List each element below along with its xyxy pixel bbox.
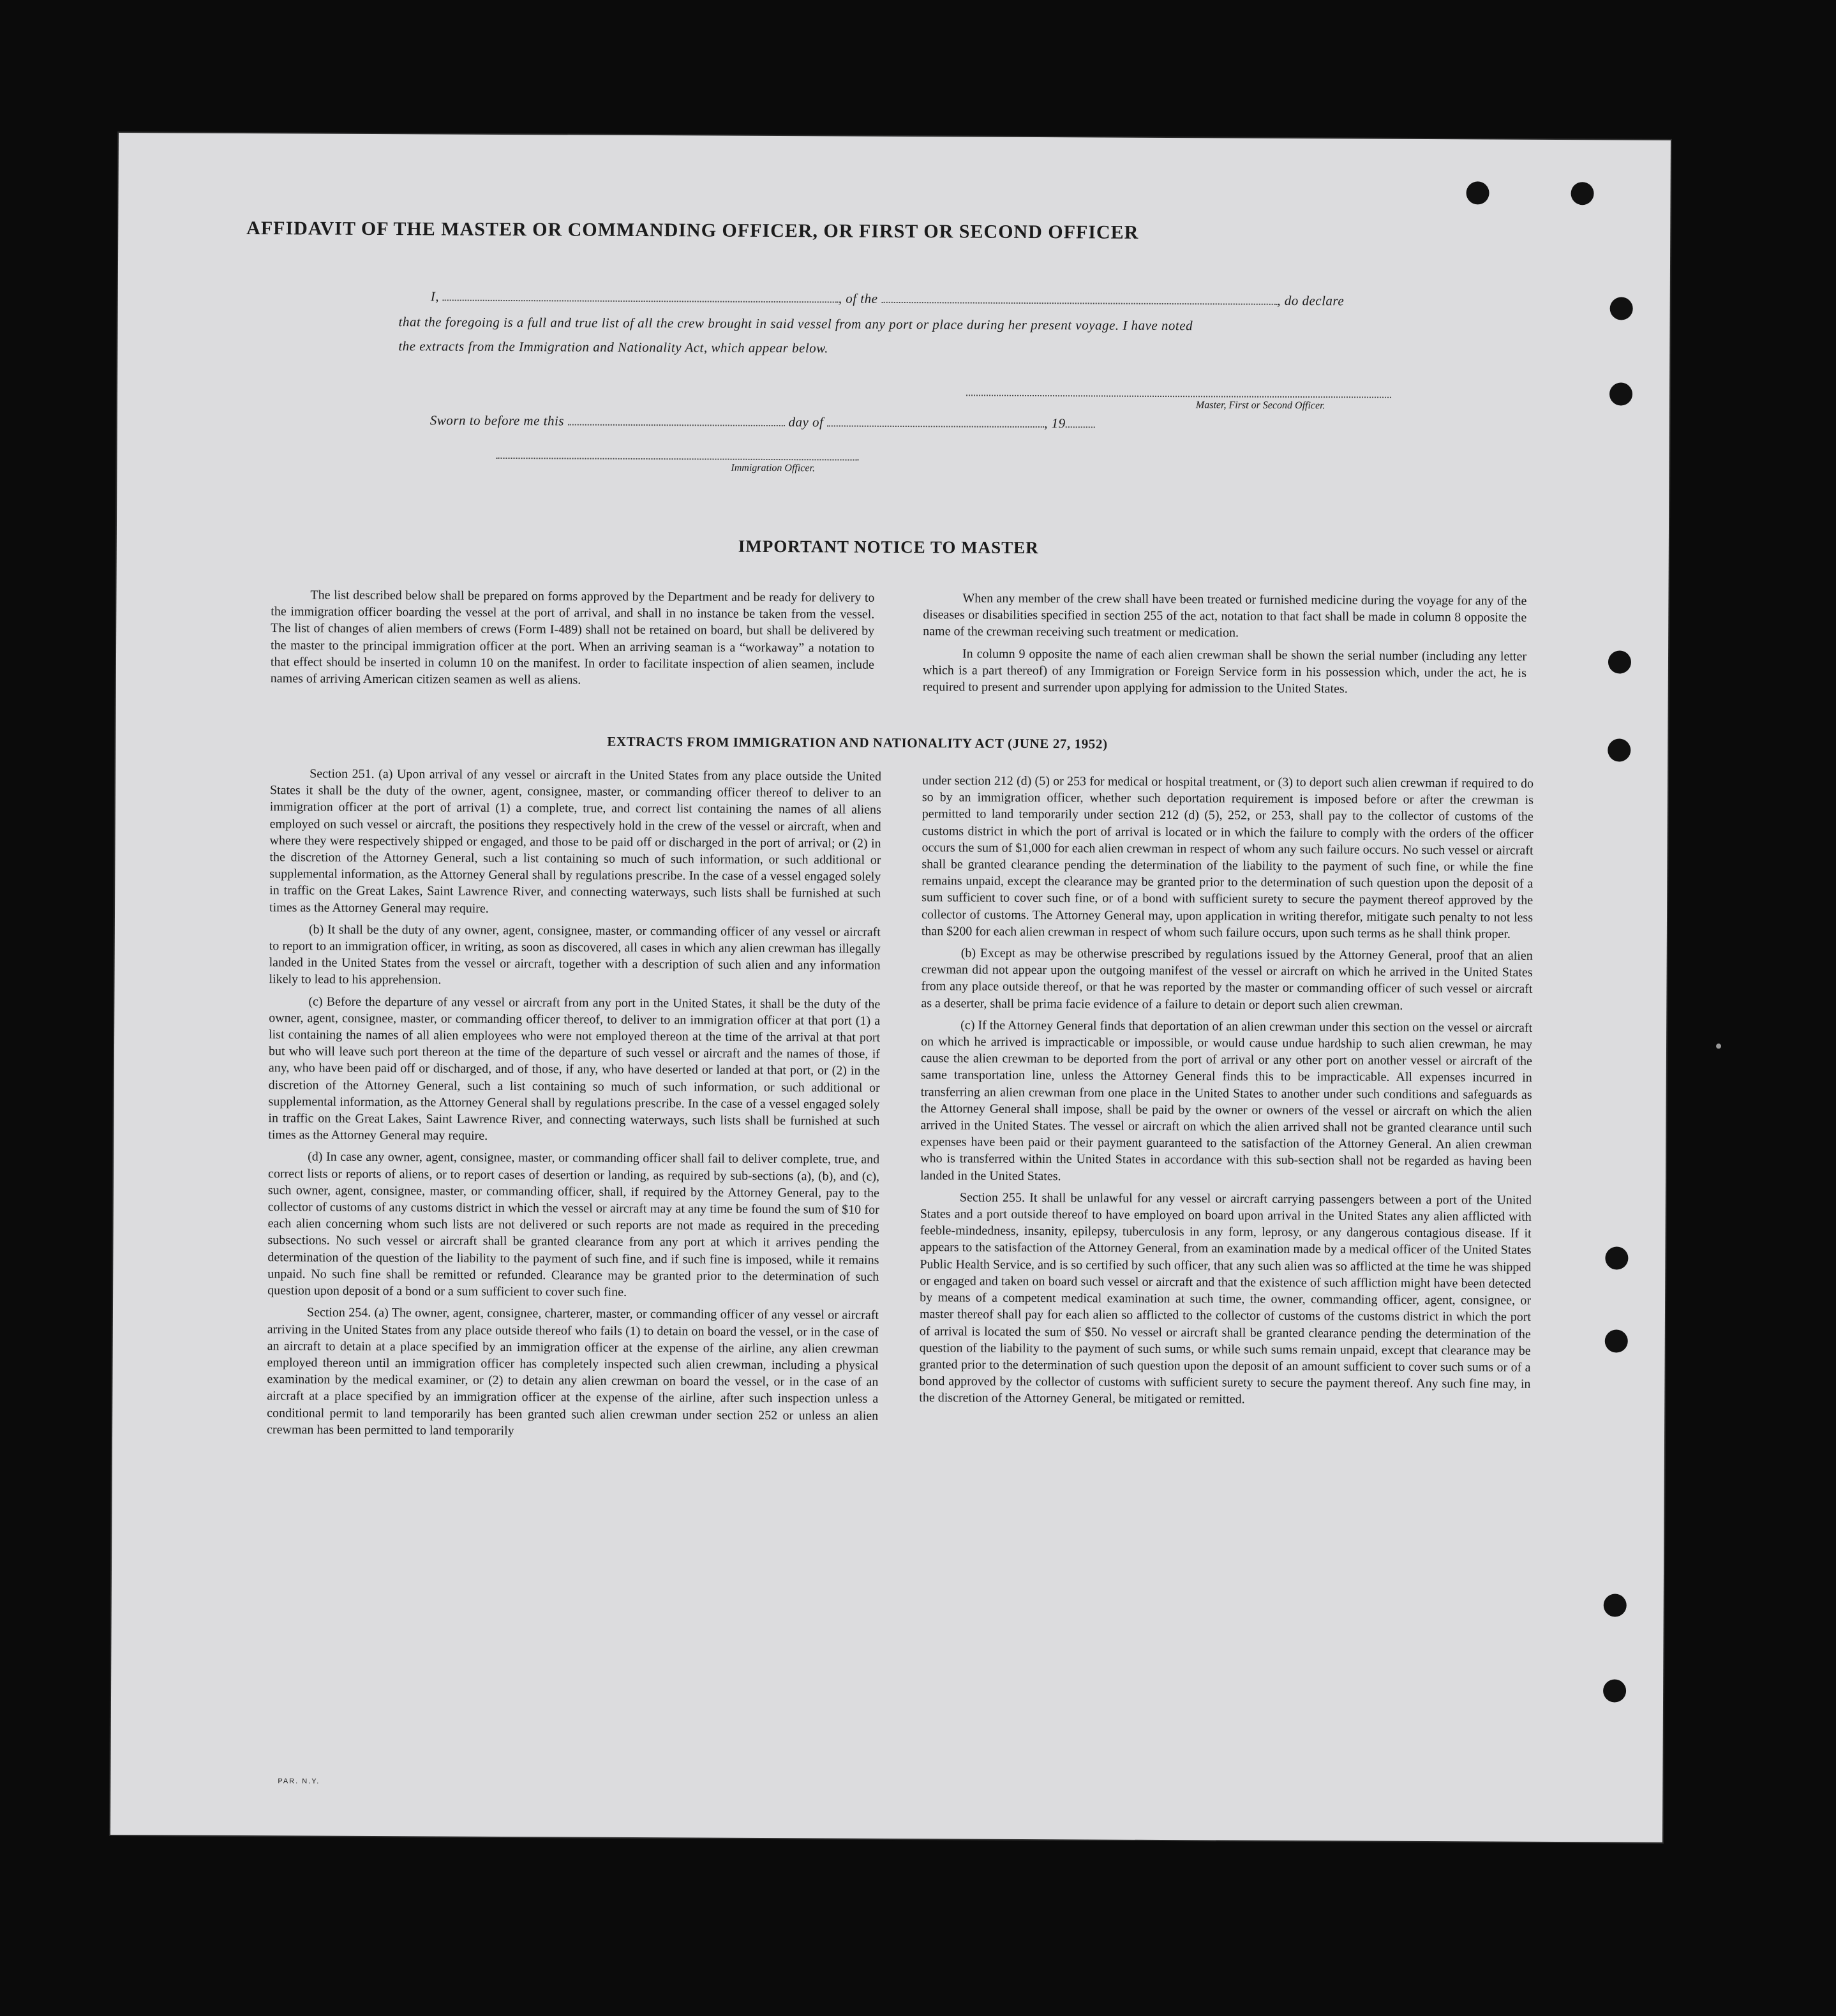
sworn-year-field[interactable] [1066, 426, 1095, 428]
master-signature-line[interactable] [966, 394, 1391, 398]
punch-hole [1605, 1329, 1628, 1352]
punch-hole [1571, 182, 1593, 205]
day-of-label: day of [788, 414, 824, 430]
section-254-b: (b) Except as may be otherwise prescribed by regulations issued by the Attorney General, proof that an alien crewman did not appear upon the outgoing manifest of the vessel or aircraft on which he arrived in the United States from any place outside thereof, or that he was reported by the master or commanding officer of such vessel or aircraft as a deserter, shall be prima facie evidence of a failure to detain or deport such alien crewman. [921, 946, 1533, 1013]
affidavit-line-2: that the foregoing is a full and true list of all the crew brought in said vessel from any port or place during her present voyage. I have noted [398, 314, 1193, 334]
declarant-name-field[interactable] [443, 299, 839, 302]
section-255: Section 255. It shall be unlawful for any vessel or aircraft carrying passengers between a port of the United States and a port outside thereof to have employed on board upon arrival in the United States any alien afflicted with feeble-mindedness, insanity, epilepsy, tuberculosis in any form, leprosy, or any dangerous contagious disease. If it appears to the satisfaction of the Attorney General, from an examination made by a medical officer of the United States Public Health Service, and is so certified by such officer, that any such alien was so afflicted at the time he was shipped or engaged and taken on board such vessel or aircraft and that the existence of such affliction might have been detected by means of a competent medical examination at such time, the owner, commanding officer, agent, consignee, or master thereof shall pay for each alien so afflicted to the collector of customs of the customs district in which the port of arrival is located the sum of $50. No vessel or aircraft shall be granted clearance pending the determination of the question of the liability to the payment of such sums, or while such sums remain unpaid, except that clearance may be granted prior to the determination of such question upon the deposit of an amount sufficient to cover such sums or of a bond approved by the collector of customs with sufficient surety to secure the payment thereof. Any such fine may, in the discretion of the Attorney General, be mitigated or remitted. [919, 1190, 1532, 1407]
vessel-label: , of the [838, 290, 878, 306]
section-251-b: (b) It shall be the duty of any owner, agent, consignee, master, or commanding officer of any vessel or aircraft to report to an immigration officer, in writing, as soon as discovered, all cases in which any alien crewman has illegally landed in the United States from the vessel or aircraft, together with a description of such alien and any information likely to lead to his apprehension. [269, 922, 881, 987]
notice-right-paragraph-2: In column 9 opposite the name of each alien crewman shall be shown the serial number (including any letter which is a part thereof) of any Immigration or Foreign Service form in his possession which, under the act, he is required to present and surrender upon applying for admission to the United States. [922, 646, 1527, 696]
section-254-a-continued: under section 212 (d) (5) or 253 for medical or hospital treatment, or (3) to deport such alien crewman if required to do so by an immigration officer, whether such deportation requirement is imposed before or after the crewman is permitted to land temporarily under section 212 (d) (5), 252, or 253, shall pay to the collector of customs of the customs district in which the port of arrival is located or in which the failure to comply with the orders of the officer occurs the sum of $1,000 for each alien crewman in respect of whom any such failure occurs. No such vessel or aircraft shall be granted clearance pending the determination of the liability to the payment of such fine, or while the fine remains unpaid, except the clearance may be granted prior to the determination of such question upon the deposit of a sum sufficient to cover such fine, or of a bond with sufficient surety to secure the payment thereof approved by the collector of customs. The Attorney General may, upon application in writing therefor, mitigate such penalty to not less than $200 for each alien crewman in respect of whom such failure occurs, upon such terms as he shall think proper. [921, 773, 1534, 941]
declarant-label: I, [430, 288, 440, 304]
extracts-left-column [267, 765, 881, 1446]
vessel-name-field[interactable] [881, 301, 1277, 305]
punch-hole [1609, 382, 1632, 405]
year-label: , 19 [1044, 415, 1066, 431]
punch-hole [1608, 650, 1631, 673]
declare-label: , do declare [1277, 292, 1345, 309]
punch-hole [1466, 181, 1489, 204]
extracts-right-column [919, 772, 1534, 1414]
affidavit-line-1 [431, 288, 1345, 309]
sworn-line [430, 412, 1095, 431]
punch-hole [1604, 1594, 1627, 1617]
printer-mark: PAR. N.Y. [278, 1777, 320, 1786]
section-251-a: Section 251. (a) Upon arrival of any vessel or aircraft in the United States from any place outside the United States it shall be the duty of the owner, agent, consignee, master, or commanding officer thereof to deliver to an immigration officer at the port of arrival (1) a complete, true, and correct list containing the names of all aliens employed on such vessel or aircraft, the positions they respectively hold in the crew of the vessel or aircraft, when and where they were respectively shipped or engaged, and those to be paid off or discharged in the port of arrival; or (2) in the discretion of the Attorney General, such a list containing so much of such information, or such additional or supplemental information, as the Attorney General shall by regulations prescribe. In the case of a vessel engaged solely in traffic on the Great Lakes, Saint Lawrence River, and connecting waterways, such lists shall be furnished at such times as the Attorney General may require. [269, 766, 882, 916]
punch-hole [1610, 297, 1633, 320]
sworn-month-field[interactable] [827, 424, 1044, 428]
notice-right-column [923, 590, 1527, 703]
punch-hole [1605, 1246, 1628, 1269]
punch-hole [1608, 738, 1631, 761]
notice-title: IMPORTANT NOTICE TO MASTER [738, 536, 1039, 558]
notice-left-paragraph: The list described below shall be prepared on forms approved by the Department and be ready for delivery to the immigration officer boarding the vessel at the port of arrival, and shall in no instance be taken from the vessel. The list of changes of alien members of crews (Form I-489) shall not be retained on board, but shall be delivered by the master to the principal immigration officer at the port. When an arriving seaman is a “workaway” a notation to that effect should be inserted in column 10 on the manifest. In order to facilitate inspection of alien seamen, include names of arriving American citizen seamen as well as aliens. [270, 588, 875, 687]
extracts-title: EXTRACTS FROM IMMIGRATION AND NATIONALITY ACT (JUNE 27, 1952) [607, 733, 1108, 752]
sworn-label: Sworn to before me this [429, 412, 565, 429]
section-251-c: (c) Before the departure of any vessel or aircraft from any port in the United States, it shall be the duty of the owner, agent, consignee, master, or commanding officer thereof, to deliver to an immigration officer at that port (1) a list containing the names of all alien employees who were not employed thereon at the time of the arrival at that port but who will leave such port thereon at the time of the departure of such vessel or aircraft and the names of those, if any, who have been paid off or discharged, and of those, if any, who have deserted or landed at that port, or (2) in the discretion of the Attorney General, such a list containing so much of such information, or such additional or supplemental information, as the Attorney General shall by regulations prescribe. In the case of a vessel engaged solely in traffic on the Great Lakes, Saint Lawrence River, and connecting waterways, such lists shall be furnished at such times as the Attorney General may require. [268, 994, 881, 1144]
section-251-d: (d) In case any owner, agent, consignee, master, or commanding officer shall fail to deliver complete, true, and correct lists or reports of aliens, or to report cases of desertion or landing, as required by sub-sections (a), (b), and (c), such owner, agent, consignee, master, or commanding officer, shall, if required by the Attorney General, pay to the collector of customs of any customs district in which the vessel or aircraft may at any time be found the sum of $10 for each alien concerning whom such lists are not delivered or such reports are not made as required in the preceding subsections. No such vessel or aircraft shall be granted clearance from any port at which it arrives pending the determination of the question of the liability to the payment of such fine, and if such fine is imposed, while it remains unpaid. No such fine shall be remitted or refunded. Clearance may be granted prior to the determination of such question upon deposit of a bond or a sum sufficient to cover such fine. [267, 1149, 880, 1300]
section-254-c: (c) If the Attorney General finds that deportation of an alien crewman under this section on the vessel or aircraft on which he arrived is impracticable or impossible, or would cause undue hardship to such alien crewman, he may cause the alien crewman to be deported from the port of arrival or any other port on another vessel or aircraft of the same transportation line, unless the Attorney General finds this to be impracticable. All expenses incurred in transferring an alien crewman from one place in the United States to another under such conditions and safeguards as the Attorney General shall impose, shall be paid by the owner or owners of the vessel or aircraft on which the alien arrived in the United States. The vessel or aircraft on which the alien arrived shall not be granted clearance until such expenses have been paid or their payment guaranteed to the satisfaction of the Attorney General. An alien crewman who is transferred within the United States in accordance with this sub-section shall not be regarded as having been landed in the United States. [920, 1018, 1533, 1183]
affidavit-title: AFFIDAVIT OF THE MASTER OR COMMANDING OFFICER, OR FIRST OR SECOND OFFICER [246, 217, 1139, 243]
sworn-date-field[interactable] [568, 423, 785, 426]
officer-caption: Immigration Officer. [731, 462, 816, 474]
document-page [110, 133, 1671, 1842]
notice-right-paragraph-1: When any member of the crew shall have been treated or furnished medicine during the voyage for any of the diseases or disabilities specified in section 255 of the act, notation to that fact shall be made in column 8 opposite the name of the crewman receiving such treatment or medication. [923, 591, 1527, 640]
officer-signature-line[interactable] [496, 458, 859, 461]
affidavit-line-3: the extracts from the Immigration and Nationality Act, which appear below. [398, 338, 828, 356]
master-caption: Master, First or Second Officer. [1195, 399, 1325, 412]
punch-hole [1603, 1679, 1626, 1702]
section-254-a: Section 254. (a) The owner, agent, consignee, charterer, master, or commanding officer of any vessel or aircraft arriving in the United States from any place outside thereof who fails (1) to detain on board the vessel, or in the case of an aircraft to detain at a place specified by an immigration officer at the expense of the airline, any alien crewman employed thereon until an immigration officer has completely inspected such alien crewman, including a physical examination by the medical examiner, or (2) to detain any alien crewman on board the vessel, or in the case of an aircraft at a place specified by an immigration officer at the expense of the airline, after such inspection unless a conditional permit to land temporarily has been granted such alien crewman under section 252 or unless an alien crewman has been permitted to land temporarily [267, 1305, 879, 1438]
speck [1716, 1043, 1721, 1049]
notice-left-column [271, 586, 875, 695]
